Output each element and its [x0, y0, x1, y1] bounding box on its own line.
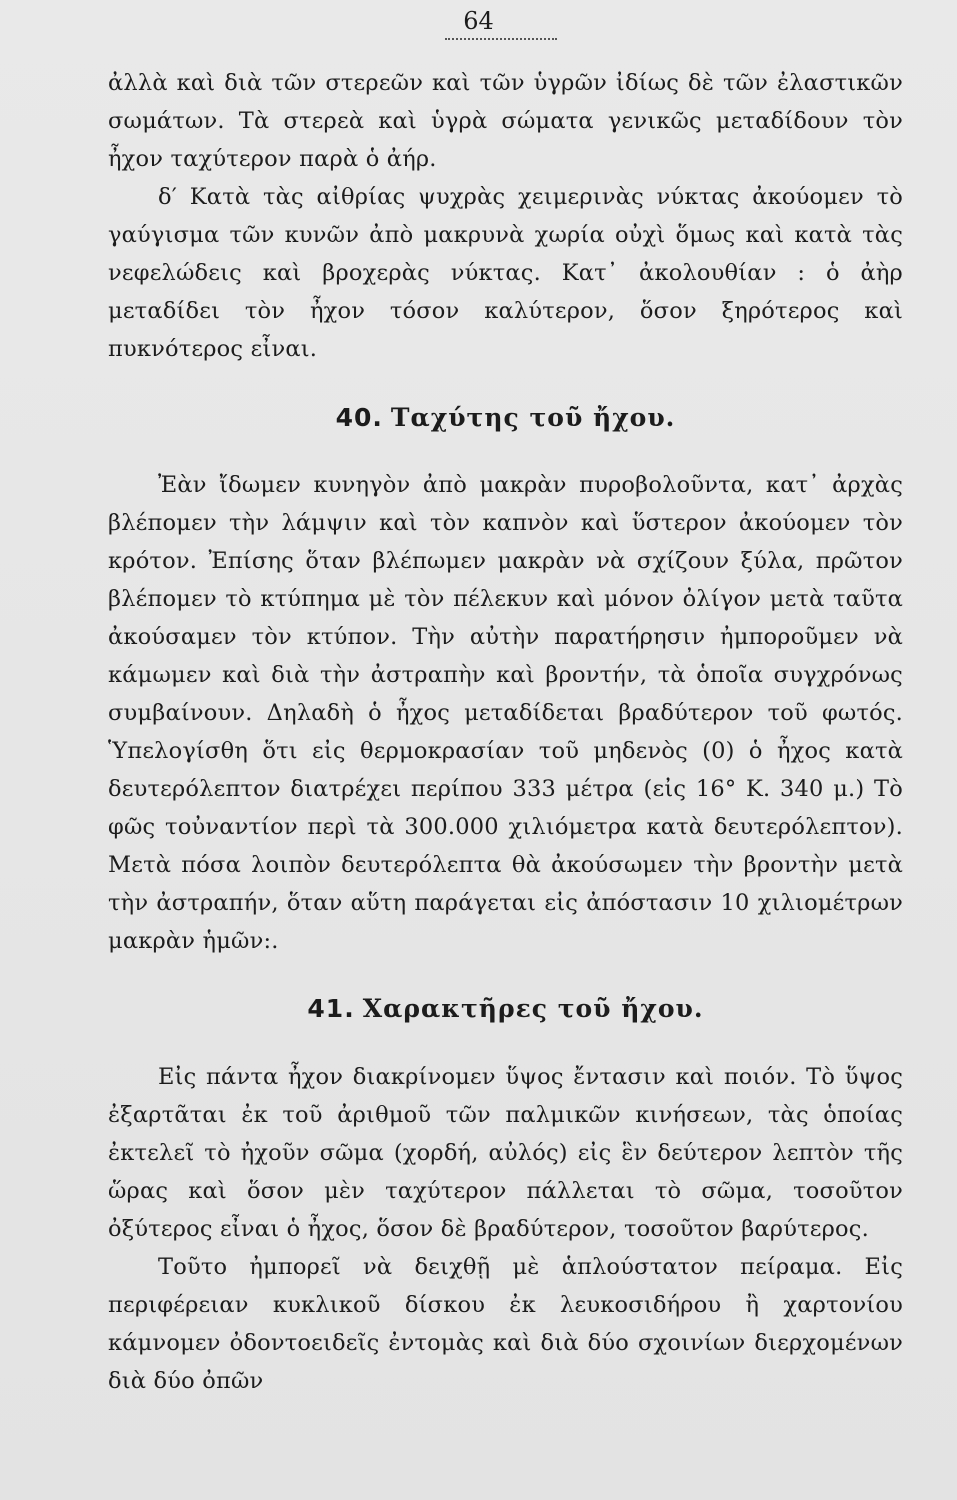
- section-title-40: Ταχύτης τοῦ ἤχου.: [390, 403, 676, 432]
- paragraph-delta: δ′ Κατὰ τὰς αἰθρίας ψυχρὰς χειμερινὰς νύκτας ἀκούομεν τὸ γαύγισμα τῶν κυνῶν ἀπὸ μακρυνὰ χωρία οὐχὶ ὅμως καὶ κατὰ τὰς νεφελώδεις καὶ βροχερὰς νύκτας. Κατ᾽ ἀκολουθίαν : ὁ ἀὴρ μεταδίδει τὸν ἦχον τόσον καλύτερον, ὅσον ξηρότερος καὶ πυκνότερος εἶναι.: [108, 184, 903, 362]
- section-number-41: 41.: [307, 994, 355, 1023]
- page-number-rule: [445, 38, 557, 40]
- section-number-40: 40.: [335, 403, 383, 432]
- section-heading-40: [108, 399, 903, 437]
- section-41-paragraph-2: Τοῦτο ἠμπορεῖ νὰ δειχθῇ μὲ ἁπλούστατον πείραμα. Εἰς περιφέρειαν κυκλικοῦ δίσκου ἐκ λευκοσιδήρου ἢ χαρτονίου κάμνομεν ὀδοντοειδεῖς ἐντομὰς καὶ διὰ δύο σχοινίων διερχομένων διὰ δύο ὀπῶν: [108, 1254, 903, 1394]
- section-41-paragraph-1: Εἰς πάντα ἦχον διακρίνομεν ὕψος ἔντασιν καὶ ποιόν. Τὸ ὕψος ἐξαρτᾶται ἐκ τοῦ ἀριθμοῦ τῶν παλμικῶν κινήσεων, τὰς ὁποίας ἐκτελεῖ τὸ ἠχοῦν σῶμα (χορδή, αὐλός) εἰς ἓν δεύτερον λεπτὸν τῆς ὥρας καὶ ὅσον μὲν ταχύτερον πάλλεται τὸ σῶμα, τοσοῦτον ὀξύτερος εἶναι ὁ ἦχος, ὅσον δὲ βραδύτερον, τοσοῦτον βαρύτερος.: [108, 1064, 903, 1242]
- continuation-paragraph: ἀλλὰ καὶ διὰ τῶν στερεῶν καὶ τῶν ὑγρῶν ἰδίως δὲ τῶν ἐλαστικῶν σωμάτων. Τὰ στερεὰ καὶ ὑγρὰ σώματα γενικῶς μεταδίδουν τὸν ἦχον ταχύτερον παρὰ ὁ ἀήρ.: [108, 70, 903, 172]
- section-title-41: Χαρακτῆρες τοῦ ἤχου.: [362, 994, 704, 1023]
- section-40-paragraph: Ἐὰν ἴδωμεν κυνηγὸν ἀπὸ μακρὰν πυροβολοῦντα, κατ᾽ ἀρχὰς βλέπομεν τὴν λάμψιν καὶ τὸν καπνὸν καὶ ὕστερον ἀκούομεν τὸν κρότον. Ἐπίσης ὅταν βλέπωμεν μακρὰν νὰ σχίζουν ξύλα, πρῶτον βλέπομεν τὸ κτύπημα μὲ τὸν πέλεκυν καὶ μόνον ὀλίγον μετὰ ταῦτα ἀκούσαμεν τὸν κτύπον. Τὴν αὐτὴν παρατήρησιν ἠμποροῦμεν νὰ κάμωμεν καὶ διὰ τὴν ἀστραπὴν καὶ βροντήν, τὰ ὁποῖα συγχρόνως συμβαίνουν. Δηλαδὴ ὁ ἦχος μεταδίδεται βραδύτερον τοῦ φωτός. Ὑπελογίσθη ὅτι εἰς θερμοκρασίαν τοῦ μηδενὸς (0) ὁ ἦχος κατὰ δευτερόλεπτον διατρέχει περίπου 333 μέτρα (εἰς 16° Κ. 340 μ.) Τὸ φῶς τοὐναντίον περὶ τὰ 300.000 χιλιόμετρα κατὰ δευτερόλεπτον). Μετὰ πόσα λοιπὸν δευτερόλεπτα θὰ ἀκούσωμεν τὴν βροντὴν μετὰ τὴν ἀστραπήν, ὅταν αὕτη παράγεται εἰς ἀπόστασιν 10 χιλιομέτρων μακρὰν ἡμῶν:.: [108, 472, 903, 954]
- page-number: 64: [463, 7, 494, 35]
- section-heading-41: [108, 990, 903, 1028]
- page-content: [108, 64, 903, 1400]
